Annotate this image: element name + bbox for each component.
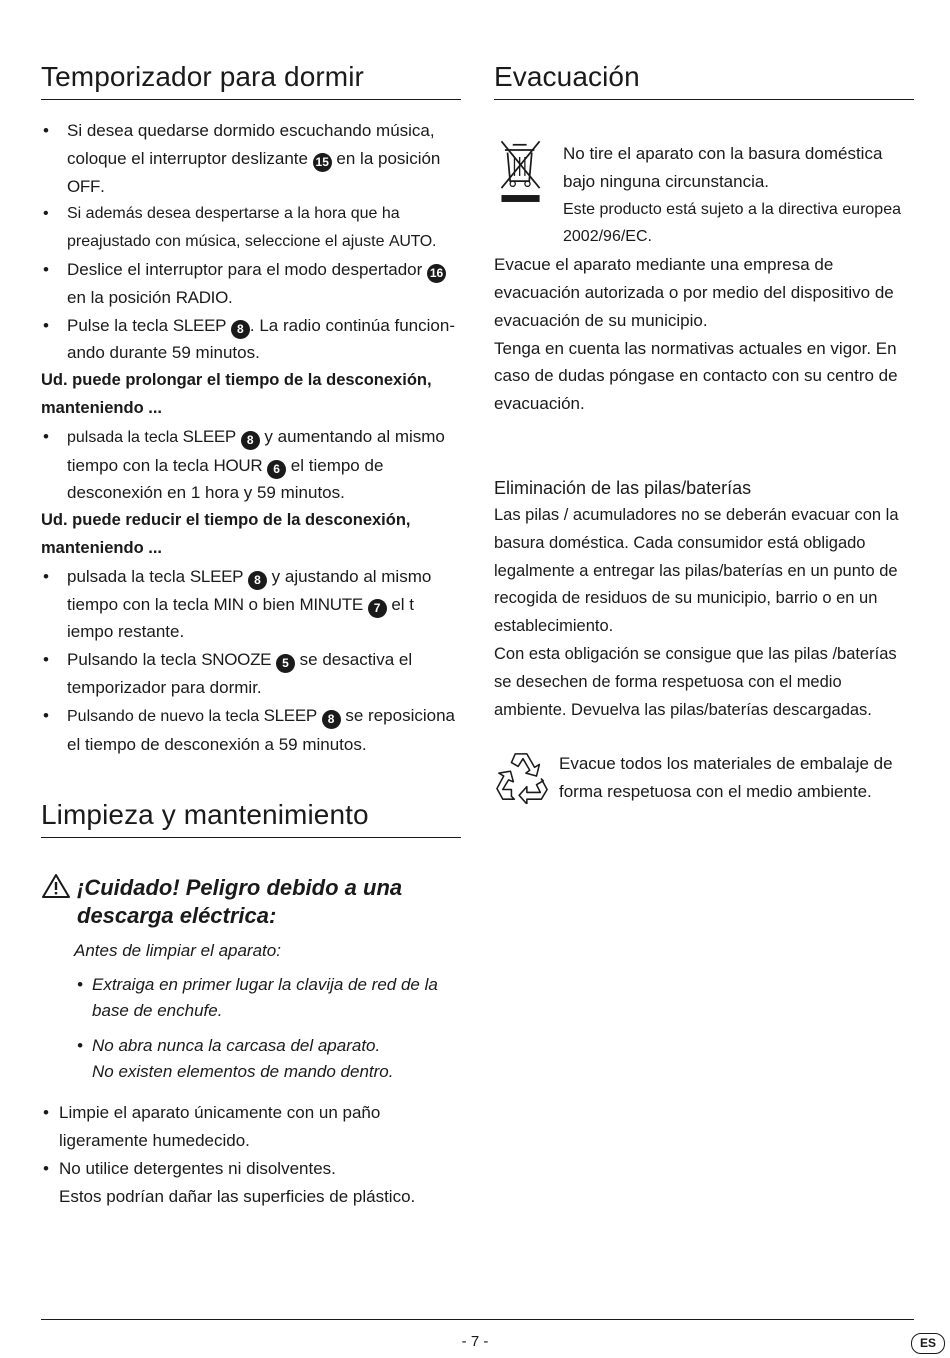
recycle-icon xyxy=(494,750,552,804)
warning-intro: Antes de limpiar el aparato: xyxy=(74,941,281,961)
key-number-badge: 16 xyxy=(427,264,446,283)
list-item: • Deslice el interruptor para el modo despertador 16 en la posición RADIO. xyxy=(41,256,461,312)
page-number: - 7 - xyxy=(461,1333,489,1350)
bin-text-1: No tire el aparato con la basura doméstica bajo ninguna circunstancia. xyxy=(563,144,883,191)
list-item: • Extraiga en primer lugar la clavija de red de la base de enchufe. xyxy=(74,972,461,1024)
key-number-badge: 7 xyxy=(368,599,387,618)
key-label: SNOOZE xyxy=(201,650,272,670)
warning-note: No existen elementos de mando dentro. xyxy=(92,1062,394,1082)
batteries-heading: Eliminación de las pilas/baterías xyxy=(494,477,752,498)
key-label: MIN xyxy=(213,594,244,614)
key-label: SLEEP xyxy=(263,705,317,725)
key-label: AUTO xyxy=(388,233,432,251)
list-item: • No utilice detergentes ni disolventes. xyxy=(41,1155,461,1183)
batteries-para-1: Las pilas / acumuladores no se deberán evacuar con la basura doméstica. Cada consumidor está obligado legalmente a entregar las pilas/baterías en un punto de recogida de residuos de su municipio, barrio o en un establecimiento. xyxy=(494,505,899,636)
footer-divider xyxy=(41,1319,914,1320)
sleep-timer-list xyxy=(41,117,461,367)
disposal-para-1: Evacue el aparato mediante una empresa de evacuación autorizada o por medio del dispositivo de evacuación de su municipio. xyxy=(494,255,894,330)
key-label: SLEEP xyxy=(172,315,227,335)
key-label: SLEEP xyxy=(189,566,244,586)
list-item: • Si además desea despertarse a la hora que ha preajustado con música, seleccione el ajuste AUTO. xyxy=(41,200,461,256)
list-item: • Pulsando de nuevo la tecla SLEEP 8 se reposiciona el tiempo de desconexión a 59 minutos. xyxy=(41,702,461,759)
packaging-block xyxy=(494,750,914,806)
disposal-para-2: Tenga en cuenta las normativas actuales en vigor. En caso de dudas póngase en contacto con su centro de evacuación. xyxy=(494,338,898,414)
key-number-badge: 8 xyxy=(248,571,267,590)
key-label: SLEEP xyxy=(182,426,236,446)
warning-heading: ¡Cuidado! Peligro debido a una descarga eléctrica: xyxy=(41,874,461,930)
prolong-list xyxy=(41,423,461,507)
warning-triangle-icon xyxy=(41,872,71,900)
key-label: HOUR xyxy=(213,455,263,475)
batteries-para-2: Con esta obligación se consigue que las pilas /baterías se desechen de forma respetuosa con el medio ambiente. Devuelva las pilas/baterías descargadas. xyxy=(494,644,897,719)
language-badge: ES xyxy=(911,1333,945,1354)
bin-text-2: Este producto está sujeto a la directiva europea 2002/96/EC. xyxy=(563,200,901,246)
reduce-list xyxy=(41,563,461,759)
packaging-text: Evacue todos los materiales de embalaje de forma respetuosa con el medio ambiente. xyxy=(559,754,893,802)
bin-text xyxy=(494,140,914,251)
right-column xyxy=(494,0,914,806)
cleaning-title: Limpieza y mantenimiento xyxy=(41,798,461,838)
cleaning-note: Estos podrían dañar las superficies de plástico. xyxy=(59,1186,416,1206)
key-number-badge: 8 xyxy=(231,320,250,339)
crossed-bin-icon xyxy=(498,135,550,210)
cleaning-list xyxy=(41,1099,461,1182)
warning-list xyxy=(74,972,461,1059)
key-number-badge: 5 xyxy=(276,654,295,673)
key-label: MINUTE xyxy=(299,594,363,614)
reduce-heading: Ud. puede reducir el tiempo de la desconexión, manteniendo ... xyxy=(41,511,411,557)
key-number-badge: 15 xyxy=(313,153,332,172)
list-item: • Limpie el aparato únicamente con un paño ligeramente humedecido. xyxy=(41,1099,461,1155)
disposal-title: Evacuación xyxy=(494,60,914,100)
list-item: • Pulsando la tecla SNOOZE 5 se desactiva el temporizador para dormir. xyxy=(41,646,461,702)
bin-block xyxy=(494,140,914,251)
warning-body xyxy=(41,938,461,1085)
prolong-heading: Ud. puede prolongar el tiempo de la desconexión, manteniendo ... xyxy=(41,371,432,417)
left-column xyxy=(41,0,461,1211)
key-number-badge: 6 xyxy=(267,460,286,479)
key-number-badge: 8 xyxy=(241,431,260,450)
key-label: OFF xyxy=(67,176,101,196)
list-item: • Pulse la tecla SLEEP 8 . La radio continúa funcionando durante 59 minutos. xyxy=(41,312,461,368)
list-item: • pulsada la tecla SLEEP 8 y aumentando al mismo tiempo con la tecla HOUR 6 el tiempo de desconexión en 1 hora y 59 minutos. xyxy=(41,423,461,507)
list-item: • Si desea quedarse dormido escuchando música, coloque el interruptor deslizante 15 en la posición OFF. xyxy=(41,117,461,200)
list-item: • pulsada la tecla SLEEP 8 y ajustando al mismo tiempo con la tecla MIN o bien MINUTE 7 el t iempo restante. xyxy=(41,563,461,646)
key-number-badge: 8 xyxy=(322,710,341,729)
sleep-timer-title: Temporizador para dormir xyxy=(41,60,461,100)
key-label: RADIO xyxy=(175,287,229,307)
list-item: • No abra nunca la carcasa del aparato. xyxy=(74,1033,461,1059)
